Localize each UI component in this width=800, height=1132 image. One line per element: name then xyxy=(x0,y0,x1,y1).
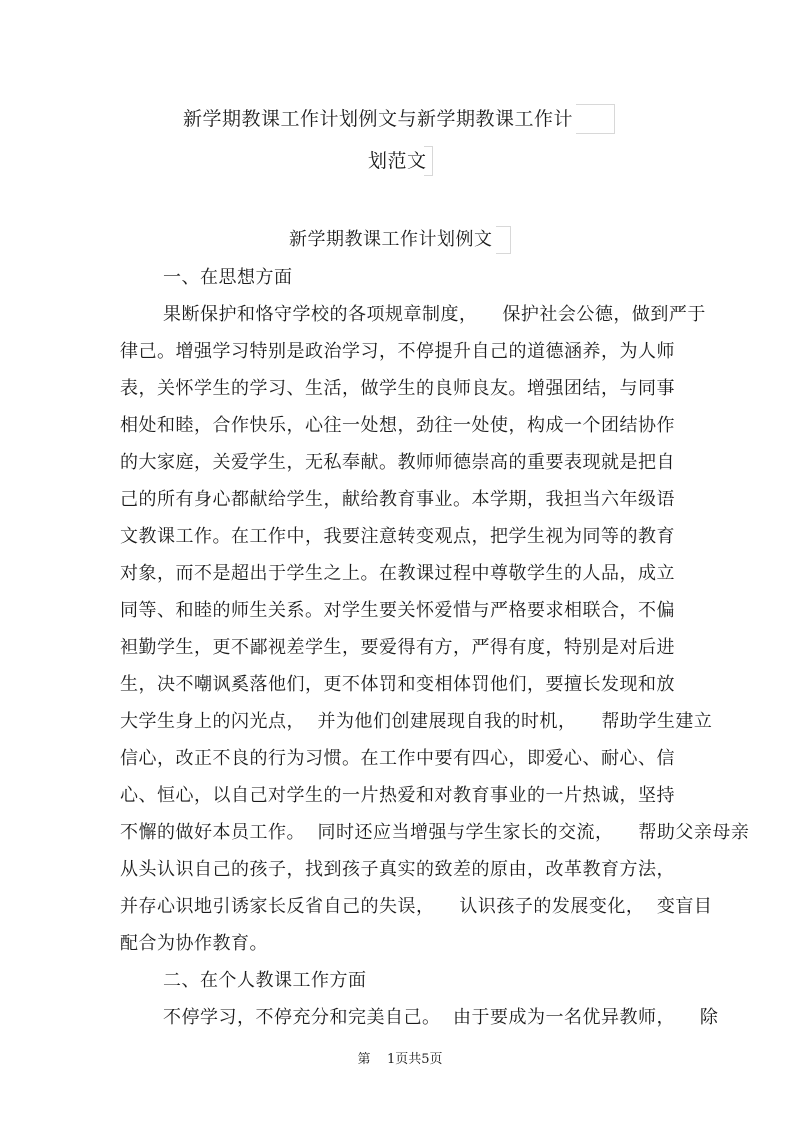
paragraph-line: 果断保护和恪守学校的各项规章制度， 保护社会公德，做到严于 xyxy=(163,304,706,325)
paragraph-line: 信心，改正不良的行为习惯。在工作中要有四心，即爱心、耐心、信 xyxy=(120,748,675,769)
document-title-line-2: 划范文 xyxy=(368,150,427,172)
paragraph-line: 生，决不嘲讽奚落他们，更不体罚和变相体罚他们，要擅长发现和放 xyxy=(120,674,675,695)
paragraph-line: 表，关怀学生的学习、生活，做学生的良师良友。增强团结，与同事 xyxy=(120,378,675,399)
paragraph-line: 己的所有身心都献给学生，献给教育事业。本学期，我担当六年级语 xyxy=(120,489,675,510)
paragraph-line: 相处和睦，合作快乐，心往一处想，劲往一处使，构成一个团结协作 xyxy=(120,415,675,436)
paragraph-line: 袒勤学生，更不鄙视差学生，要爱得有方，严得有度，特别是对后进 xyxy=(120,637,675,658)
title-box-mark-1 xyxy=(576,104,615,134)
paragraph-line: 同等、和睦的师生关系。对学生要关怀爱惜与严格要求相联合，不偏 xyxy=(120,600,675,621)
paragraph-line: 从头认识自己的孩子，找到孩子真实的致差的原由，改革教育方法， xyxy=(120,859,675,880)
paragraph-line: 不停学习，不停充分和完美自己。 由于要成为一名优异教师， 除 xyxy=(163,1007,719,1028)
paragraph-line: 文教课工作。在工作中，我要注意转变观点，把学生视为同等的教育 xyxy=(120,526,675,547)
section-1-heading: 一、在思想方面 xyxy=(163,267,293,288)
title-box-mark-2 xyxy=(424,146,433,176)
paragraph-line: 的大家庭，关爱学生，无私奉献。教师师德崇高的重要表现就是把自 xyxy=(120,452,675,473)
paragraph-line: 并存心识地引诱家长反省自己的失误， 认识孩子的发展变化， 变盲目 xyxy=(120,896,713,917)
paragraph-line: 律己。增强学习特别是政治学习，不停提升自己的道德涵养，为人师 xyxy=(120,341,675,362)
document-title-line-1: 新学期教课工作计划例文与新学期教课工作计 xyxy=(183,108,574,130)
paragraph-line: 心、恒心，以自己对学生的一片热爱和对教育事业的一片热诚，坚持 xyxy=(120,785,675,806)
paragraph-line: 对象，而不是超出于学生之上。在教课过程中尊敬学生的人品，成立 xyxy=(120,563,675,584)
document-subtitle: 新学期教课工作计划例文 xyxy=(289,229,493,250)
page-footer: 第 1页共5页 xyxy=(357,1052,443,1067)
subtitle-box-mark xyxy=(496,226,511,254)
paragraph-line: 不懈的做好本员工作。 同时还应当增强与学生家长的交流， 帮助父亲母亲 xyxy=(120,822,750,843)
paragraph-line: 大学生身上的闪光点， 并为他们创建展现自我的时机， 帮助学生建立 xyxy=(120,711,713,732)
section-2-heading: 二、在个人教课工作方面 xyxy=(163,970,367,991)
paragraph-line: 配合为协作教育。 xyxy=(120,933,268,954)
